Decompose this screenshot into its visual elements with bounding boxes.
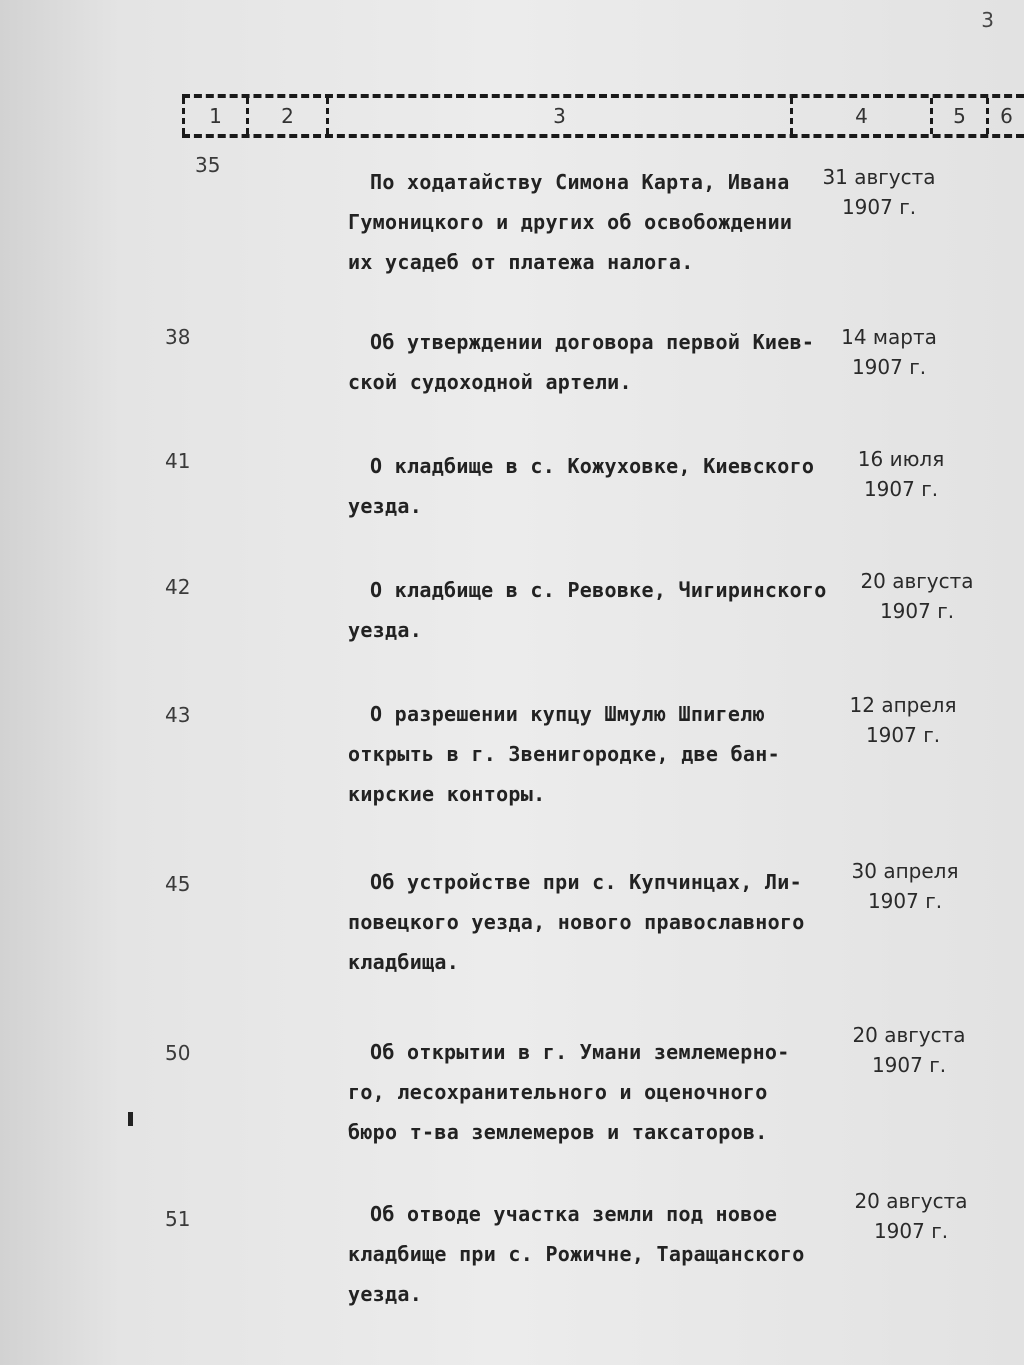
page-number: 3 xyxy=(981,8,994,32)
column-header-2: 2 xyxy=(246,98,326,134)
entry-number: 38 xyxy=(165,325,191,349)
entry-text: О кладбище в с. Ревовке, Чигиринского уезда. xyxy=(348,578,827,642)
entry-text: Об утверждении договора первой Киев- ской судоходной артели. xyxy=(348,330,815,394)
entry-number: 35 xyxy=(195,153,221,177)
entry-text: Об открытии в г. Умани землемерно- го, лесохранительного и оценочного бюро т-ва землемеров и таксаторов. xyxy=(348,1040,790,1144)
margin-mark xyxy=(128,1112,133,1126)
column-header-row xyxy=(182,94,1024,138)
entry-number: 41 xyxy=(165,449,191,473)
column-header-3: 3 xyxy=(326,98,790,134)
entry-number: 50 xyxy=(165,1041,191,1065)
entry-text: О разрешении купцу Шмулю Шпигелю открыть в г. Звенигородке, две бан- кирские конторы. xyxy=(348,702,780,806)
entry-number: 45 xyxy=(165,872,191,896)
column-header-1: 1 xyxy=(182,98,246,134)
entry-date: 20 августа 1907 г. xyxy=(854,1189,968,1243)
entry-number: 43 xyxy=(165,703,191,727)
entry-text: Об устройстве при с. Купчинцах, Ли- повецкого уезда, нового православного кладбища. xyxy=(348,870,805,974)
entry-number: 42 xyxy=(165,575,191,599)
entry-date: 16 июля 1907 г. xyxy=(857,447,945,501)
entry-date: 20 августа 1907 г. xyxy=(860,569,974,623)
entry-text: О кладбище в с. Кожуховке, Киевского уезда. xyxy=(348,454,815,518)
entry-text: Об отводе участка земли под новое кладбище при с. Рожичне, Таращанского уезда. xyxy=(348,1202,805,1306)
entry-date: 12 апреля 1907 г. xyxy=(849,693,957,747)
column-header-5: 5 xyxy=(930,98,986,134)
column-header-6: 6 xyxy=(986,98,1024,134)
entry-date: 20 августа 1907 г. xyxy=(852,1023,966,1077)
entry-date: 31 августа 1907 г. xyxy=(822,165,936,219)
column-header-4: 4 xyxy=(790,98,930,134)
entry-date: 30 апреля 1907 г. xyxy=(851,859,959,913)
entry-number: 51 xyxy=(165,1207,191,1231)
entry-date: 14 марта 1907 г. xyxy=(841,325,937,379)
entry-text: По ходатайству Симона Карта, Ивана Гумоницкого и других об освобождении их усадеб от платежа налога. xyxy=(348,170,793,274)
